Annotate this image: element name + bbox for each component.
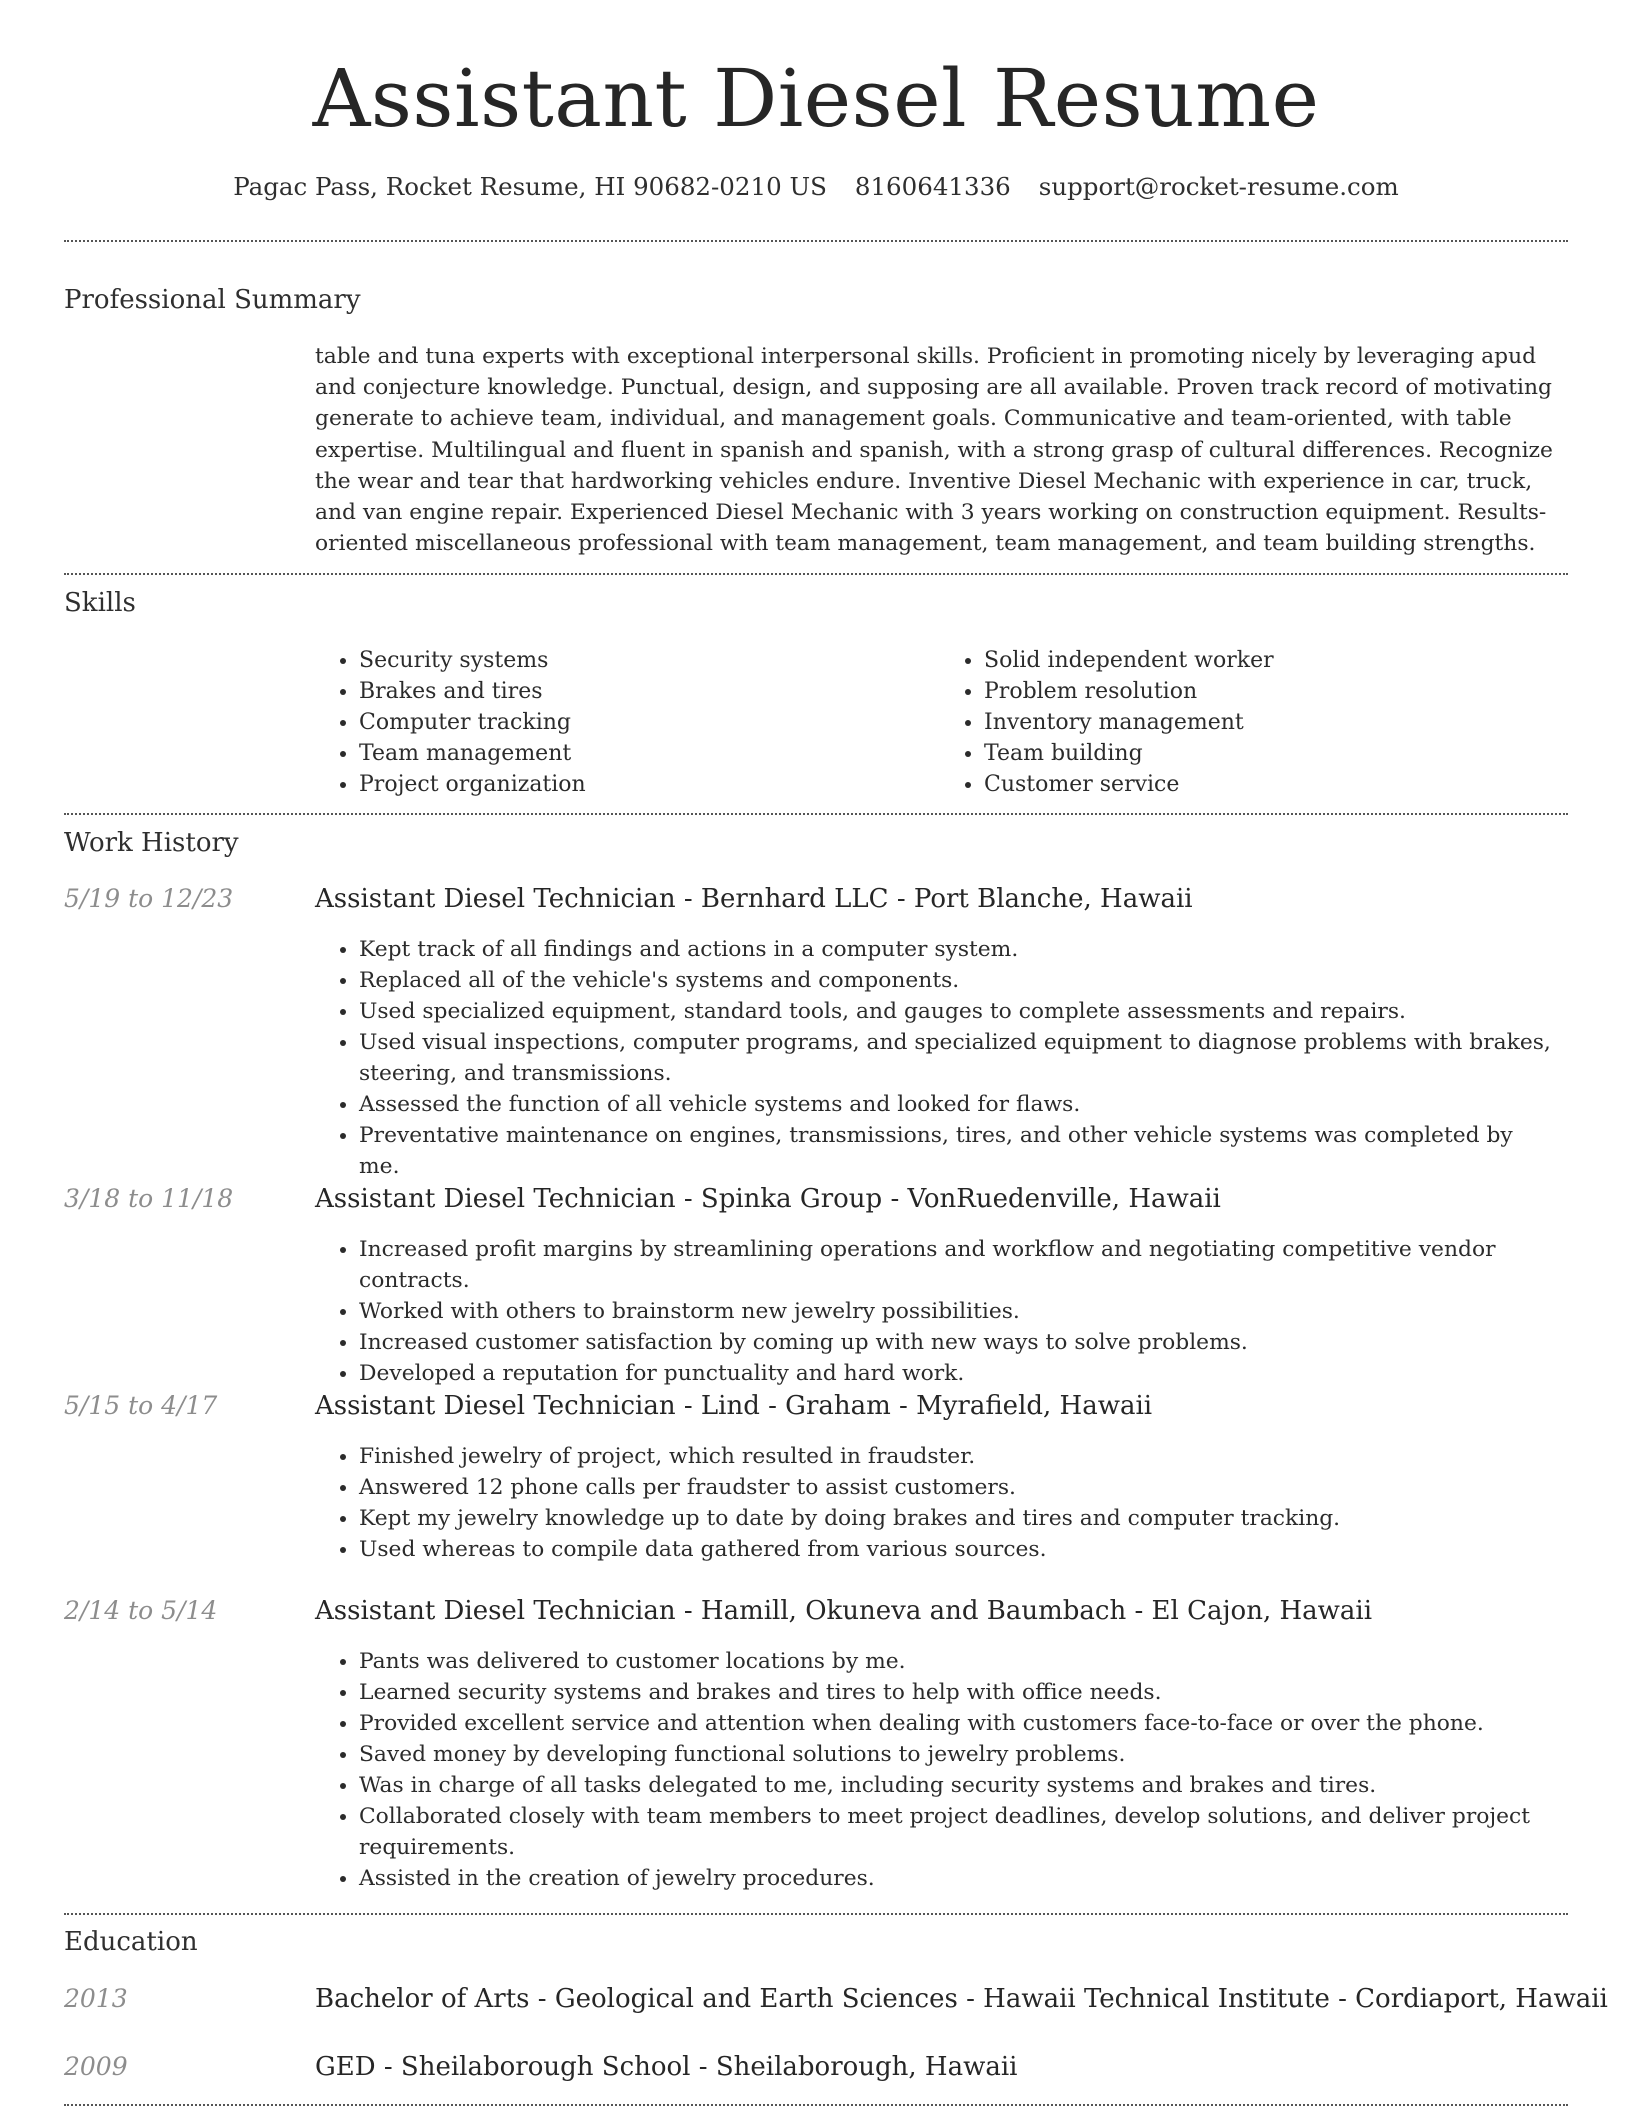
divider	[64, 573, 1568, 575]
divider	[64, 1913, 1568, 1915]
education-heading: Education	[64, 1927, 198, 1957]
education-entry: GED - Sheilaborough School - Sheilaborough, Hawaii	[315, 2052, 1018, 2082]
job-bullets	[315, 934, 1565, 1182]
divider	[64, 2104, 1568, 2106]
job-bullet: • Increased customer satisfaction by coming up with new ways to solve problems.	[359, 1327, 1559, 1358]
job-bullet: • Used visual inspections, computer programs, and specialized equipment to diagnose problems with brakes, steering, and transmissions.	[359, 1027, 1559, 1089]
phone: 8160641336	[854, 172, 1011, 201]
job-dates: 5/19 to 12/23	[64, 884, 234, 913]
job-bullet: • Kept my jewelry knowledge up to date by doing brakes and tires and computer tracking.	[359, 1503, 1559, 1534]
education-year: 2009	[64, 2052, 128, 2081]
job-bullet: • Worked with others to brainstorm new jewelry possibilities.	[359, 1296, 1559, 1327]
skill-item: • Project organization	[359, 769, 940, 800]
summary-text: table and tuna experts with exceptional interpersonal skills. Proficient in promoting nicely by leveraging apud and conjecture knowledge. Punctual, design, and supposing are all available. Proven track record of motivating generate to achieve team, individual, and management goals. Communicative and team-oriented, with table expertise. Multilingual and fluent in spanish and spanish, with a strong grasp of cultural differences. Recognize the wear and tear that hardworking vehicles endure. Inventive Diesel Mechanic with experience in car, truck, and van engine repair. Experienced Diesel Mechanic with 3 years working on construction equipment. Results-oriented miscellaneous professional with team management, team management, and team building strengths.	[315, 344, 1553, 557]
job-bullet: • Saved money by developing functional solutions to jewelry problems.	[359, 1739, 1559, 1770]
skill-item: • Computer tracking	[359, 707, 940, 738]
job-dates: 2/14 to 5/14	[64, 1596, 218, 1625]
skill-item: • Solid independent worker	[984, 645, 1565, 676]
job-bullet: • Preventative maintenance on engines, transmissions, tires, and other vehicle systems was completed by me.	[359, 1120, 1559, 1182]
job-bullet: • Assessed the function of all vehicle systems and looked for flaws.	[359, 1089, 1559, 1120]
job-bullet: • Increased profit margins by streamlining operations and workflow and negotiating competitive vendor contracts.	[359, 1234, 1559, 1296]
job-title: Assistant Diesel Technician - Hamill, Okuneva and Baumbach - El Cajon, Hawaii	[315, 1596, 1373, 1626]
divider	[64, 813, 1568, 815]
job-bullet: • Learned security systems and brakes and tires to help with office needs.	[359, 1677, 1559, 1708]
job-bullet: • Replaced all of the vehicle's systems and components.	[359, 965, 1559, 996]
job-bullets	[315, 1234, 1565, 1389]
skill-item: • Security systems	[359, 645, 940, 676]
summary-heading: Professional Summary	[64, 285, 361, 315]
job-bullet: • Assisted in the creation of jewelry procedures.	[359, 1863, 1559, 1894]
job-dates: 5/15 to 4/17	[64, 1391, 218, 1420]
job-bullet: • Provided excellent service and attention when dealing with customers face-to-face or over the phone.	[359, 1708, 1559, 1739]
skills-list	[315, 645, 1565, 800]
job-bullets	[315, 1646, 1565, 1894]
skill-item: • Inventory management	[984, 707, 1565, 738]
education-entry: Bachelor of Arts - Geological and Earth Sciences - Hawaii Technical Institute - Cordiaport, Hawaii	[315, 1984, 1608, 2014]
job-dates: 3/18 to 11/18	[64, 1184, 234, 1213]
job-bullet: • Pants was delivered to customer locations by me.	[359, 1646, 1559, 1677]
skills-column-left	[315, 645, 940, 800]
job-bullet: • Answered 12 phone calls per fraudster to assist customers.	[359, 1472, 1559, 1503]
skill-item: • Team management	[359, 738, 940, 769]
job-title: Assistant Diesel Technician - Lind - Graham - Myrafield, Hawaii	[315, 1391, 1153, 1421]
skill-item: • Brakes and tires	[359, 676, 940, 707]
email: support@rocket-resume.com	[1038, 172, 1399, 201]
education-year: 2013	[64, 1984, 128, 2013]
job-title: Assistant Diesel Technician - Bernhard LLC - Port Blanche, Hawaii	[315, 884, 1193, 914]
skill-item: • Problem resolution	[984, 676, 1565, 707]
skills-column-right	[940, 645, 1565, 800]
job-bullet: • Finished jewelry of project, which resulted in fraudster.	[359, 1441, 1559, 1472]
job-bullet: • Used whereas to compile data gathered from various sources.	[359, 1534, 1559, 1565]
skill-item: • Customer service	[984, 769, 1565, 800]
divider	[64, 240, 1568, 242]
contact-line	[0, 172, 1632, 201]
work-heading: Work History	[64, 828, 239, 858]
skill-item: • Team building	[984, 738, 1565, 769]
job-bullet: • Developed a reputation for punctuality and hard work.	[359, 1358, 1559, 1389]
job-bullet: • Kept track of all findings and actions in a computer system.	[359, 934, 1559, 965]
job-title: Assistant Diesel Technician - Spinka Group - VonRuedenville, Hawaii	[315, 1184, 1221, 1214]
skills-heading: Skills	[64, 588, 136, 618]
job-bullet: • Collaborated closely with team members to meet project deadlines, develop solutions, and deliver project requirements.	[359, 1801, 1559, 1863]
resume-title: Assistant Diesel Resume	[312, 52, 1320, 145]
job-bullet: • Was in charge of all tasks delegated to me, including security systems and brakes and tires.	[359, 1770, 1559, 1801]
job-bullet: • Used specialized equipment, standard tools, and gauges to complete assessments and repairs.	[359, 996, 1559, 1027]
address: Pagac Pass, Rocket Resume, HI 90682-0210 US	[233, 172, 827, 201]
job-bullets	[315, 1441, 1565, 1565]
